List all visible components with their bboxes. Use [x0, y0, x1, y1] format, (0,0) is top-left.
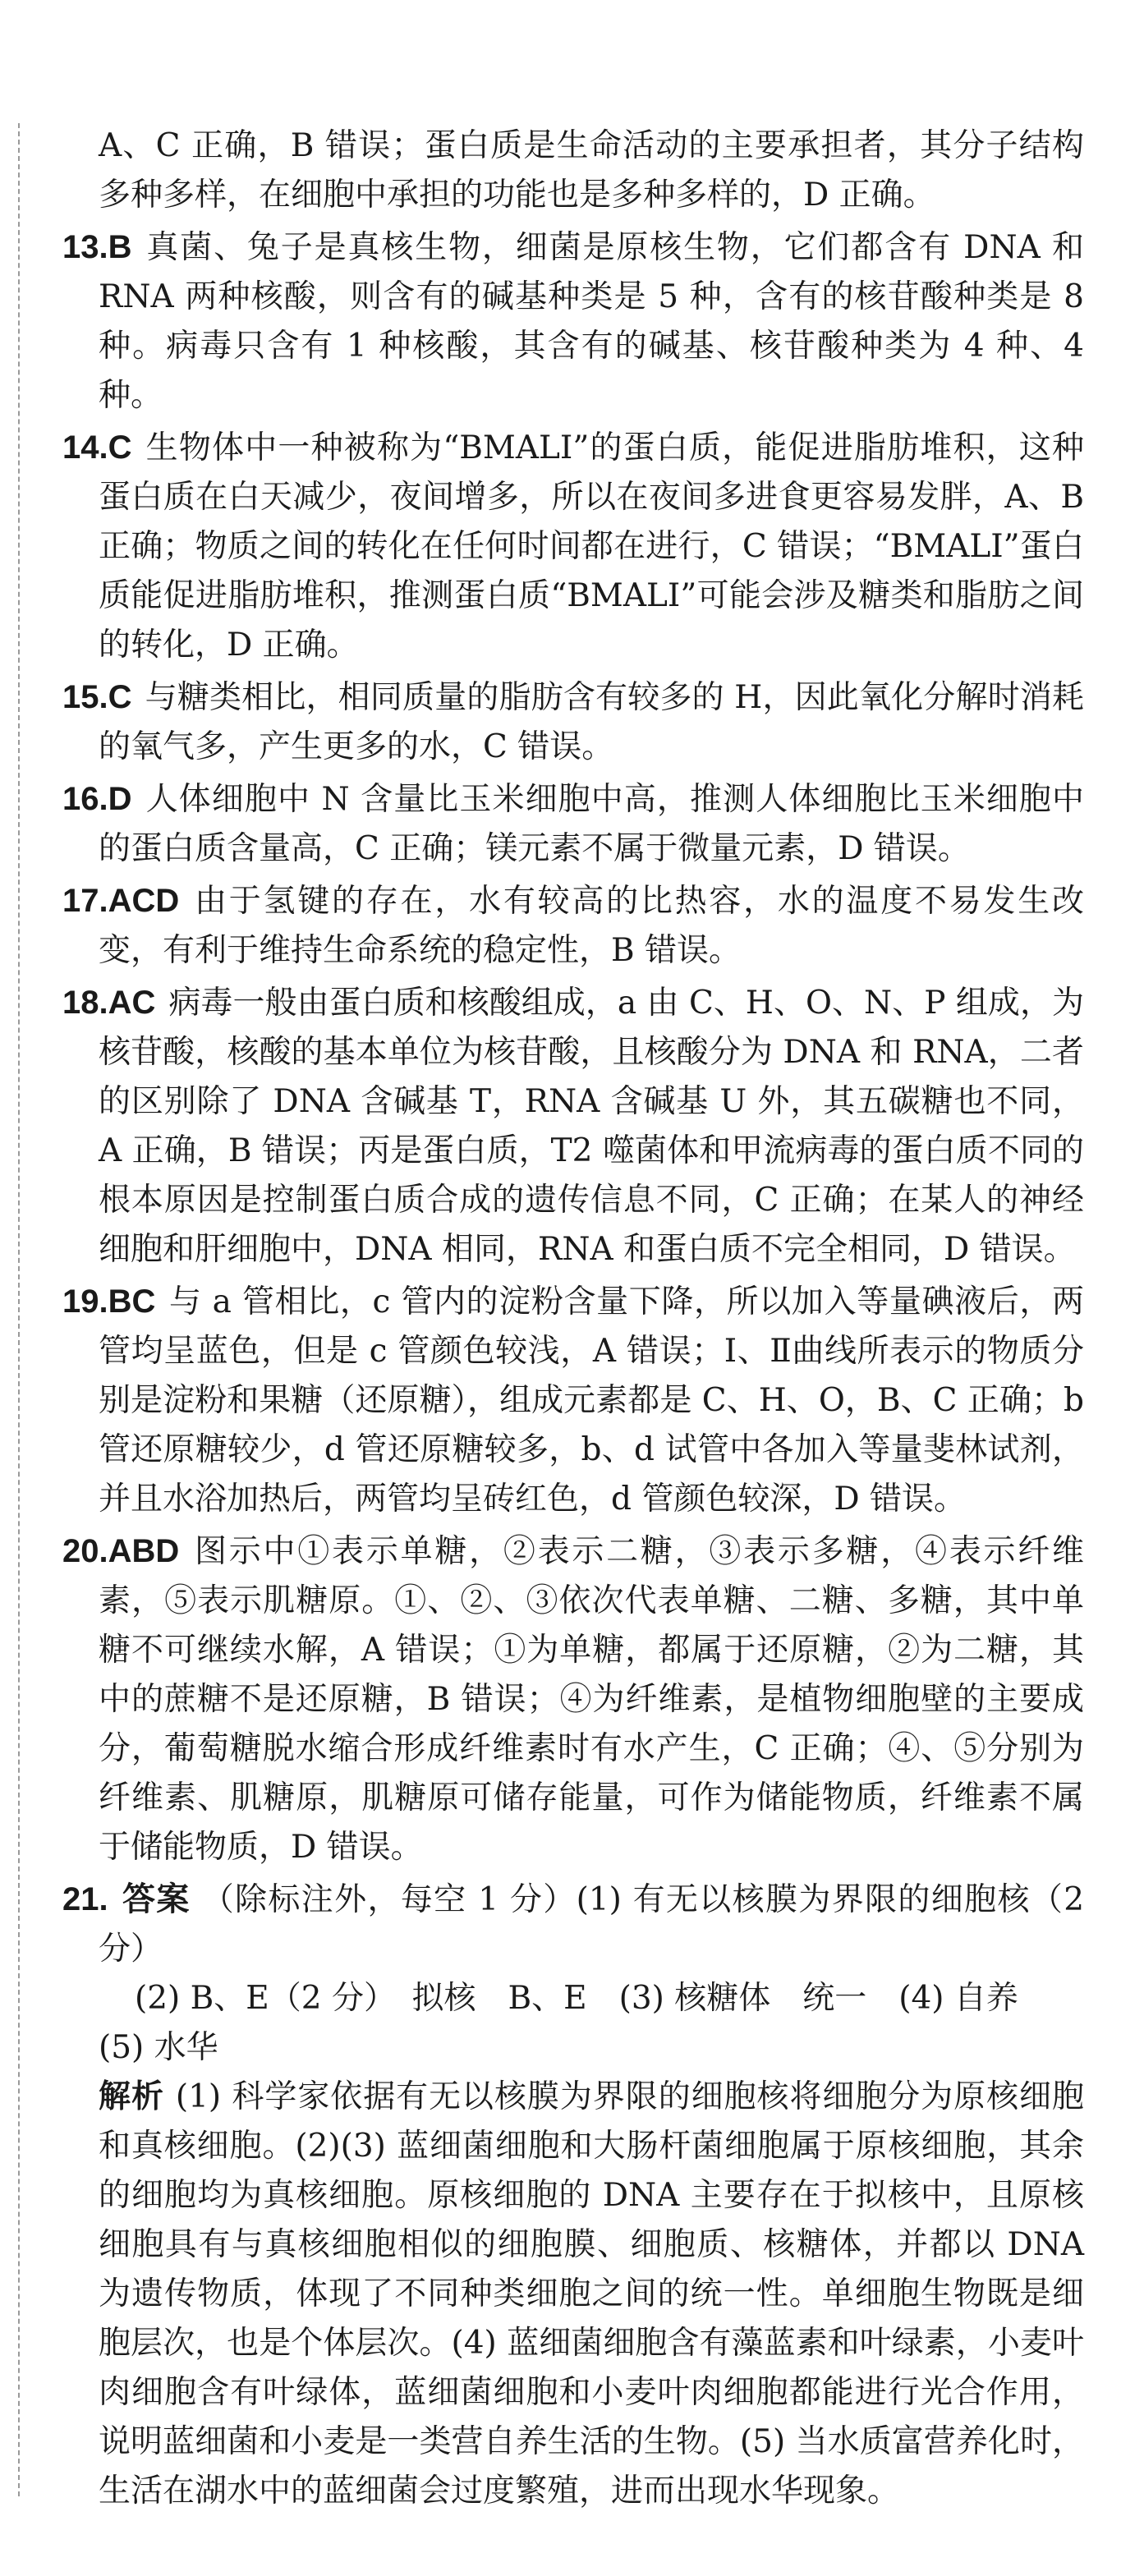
answer-label: 答案 — [121, 1880, 191, 1918]
item-19 — [62, 1277, 1084, 1524]
item-number: 13.B — [62, 229, 132, 265]
item-20 — [62, 1527, 1084, 1872]
item-number: 17.ACD — [62, 883, 180, 919]
item-16 — [62, 774, 1084, 874]
item-text: A、C 正确，B 错误；蛋白质是生命活动的主要承担者，其分子结构多种多样，在细胞中承担的功能也是多种多样的，D 正确。 — [99, 127, 1084, 214]
item-text: 图示中①表示单糖，②表示二糖，③表示多糖，④表示纤维素，⑤表示肌糖原。①、②、③依次代表单糖、二糖、多糖，其中单糖不可继续水解，A 错误；①为单糖，都属于还原糖，②为二糖，其中的蔗糖不是还原糖，B 错误；④为纤维素，是植物细胞壁的主要成分，葡萄糖脱水缩合形成纤维素时有水产生，C 正确；④、⑤分别为纤维素、肌糖原，肌糖原可储存能量，可作为储能物质，纤维素不属于储能物质，D 错误。 — [99, 1533, 1084, 1866]
item-number: 18.AC — [62, 985, 156, 1021]
item-text: 真菌、兔子是真核生物，细菌是原核生物，它们都含有 DNA 和 RNA 两种核酸，则含有的碱基种类是 5 种，含有的核苷酸种类是 8 种。病毒只含有 1 种核酸，其含有的碱基、核苷酸种类为 4 种、4 种。 — [99, 229, 1084, 414]
item-number: 15.C — [62, 679, 132, 715]
item-number: 20.ABD — [62, 1533, 180, 1569]
answer-line-3: (5) 水华 — [99, 2029, 218, 2066]
analysis-label: 解析 — [99, 2078, 164, 2115]
item-continuation — [99, 122, 1084, 220]
item-number: 16.D — [62, 781, 132, 817]
item-number: 19.BC — [62, 1283, 156, 1320]
item-14 — [62, 423, 1084, 670]
item-text: 生物体中一种被称为“BMALI”的蛋白质，能促进脂肪堆积，这种蛋白质在白天减少，夜间增多，所以在夜间多进食更容易发胖，A、B 正确；物质之间的转化在任何时间都在进行，C 错误；“BMALI”蛋白质能促进脂肪堆积，推测蛋白质“BMALI”可能会涉及糖类和脂肪之间的转化，D 正确。 — [99, 429, 1084, 664]
answer-sheet — [62, 122, 1085, 2519]
item-17 — [62, 876, 1084, 976]
item-15 — [62, 673, 1084, 772]
item-text: 由于氢键的存在，水有较高的比热容，水的温度不易发生改变，有利于维持生命系统的稳定性，B 错误。 — [99, 883, 1084, 969]
item-text: 与 a 管相比，c 管内的淀粉含量下降，所以加入等量碘液后，两管均呈蓝色，但是 c 管颜色较浅，A 错误；Ⅰ、Ⅱ曲线所表示的物质分别是淀粉和果糖（还原糖），组成元素都是 C、H、O，B、C 正确；b 管还原糖较少，d 管还原糖较多，b、d 试管中各加入等量斐林试剂，并且水浴加热后，两管均呈砖红色，d 管颜色较深，D 错误。 — [99, 1283, 1084, 1518]
item-13 — [62, 223, 1084, 420]
analysis-text: (1) 科学家依据有无以核膜为界限的细胞核将细胞分为原核细胞和真核细胞。(2)(3) 蓝细菌细胞和大肠杆菌细胞属于原核细胞，其余的细胞均为真核细胞。原核细胞的 DNA 主要存在于拟核中，且原核细胞具有与真核细胞相似的细胞膜、细胞质、核糖体，并都以 DNA 为遗传物质，体现了不同种类细胞之间的统一性。单细胞生物既是细胞层次，也是个体层次。(4) 蓝细菌细胞含有藻蓝素和叶绿素，小麦叶肉细胞含有叶绿体，蓝细菌细胞和小麦叶肉细胞都能进行光合作用，说明蓝细菌和小麦是一类营自养生活的生物。(5) 当水质富营养化时，生活在湖水中的蓝细菌会过度繁殖，进而出现水华现象。 — [99, 2078, 1084, 2509]
analysis-block — [99, 2073, 1084, 2516]
item-text: 病毒一般由蛋白质和核酸组成，a 由 C、H、O、N、P 组成，为核苷酸，核酸的基本单位为核苷酸，且核酸分为 DNA 和 RNA，二者的区别除了 DNA 含碱基 T，RNA 含碱基 U 外，其五碳糖也不同，A 正确，B 错误；丙是蛋白质，T2 噬菌体和甲流病毒的蛋白质不同的根本原因是控制蛋白质合成的遗传信息不同，C 正确；在某人的神经细胞和肝细胞中，DNA 相同，RNA 和蛋白质不完全相同，D 错误。 — [99, 985, 1084, 1268]
item-21 — [62, 1875, 1085, 2516]
item-number: 21. — [62, 1881, 108, 1917]
item-text: 与糖类相比，相同质量的脂肪含有较多的 H，因此氧化分解时消耗的氧气多，产生更多的水，C 错误。 — [99, 679, 1084, 765]
binding-margin-line — [18, 123, 20, 2496]
answer-line-1: （除标注外，每空 1 分）(1) 有无以核膜为界限的细胞核（2 分） — [99, 1881, 1085, 1968]
item-number: 14.C — [62, 429, 132, 466]
item-text: 人体细胞中 N 含量比玉米细胞中高，推测人体细胞比玉米细胞中的蛋白质含量高，C 正确；镁元素不属于微量元素，D 错误。 — [99, 781, 1084, 867]
answer-line-2: (2) B、E（2 分） 拟核 B、E (3) 核糖体 统一 (4) 自养 — [135, 1980, 1018, 2017]
item-18 — [62, 978, 1084, 1274]
